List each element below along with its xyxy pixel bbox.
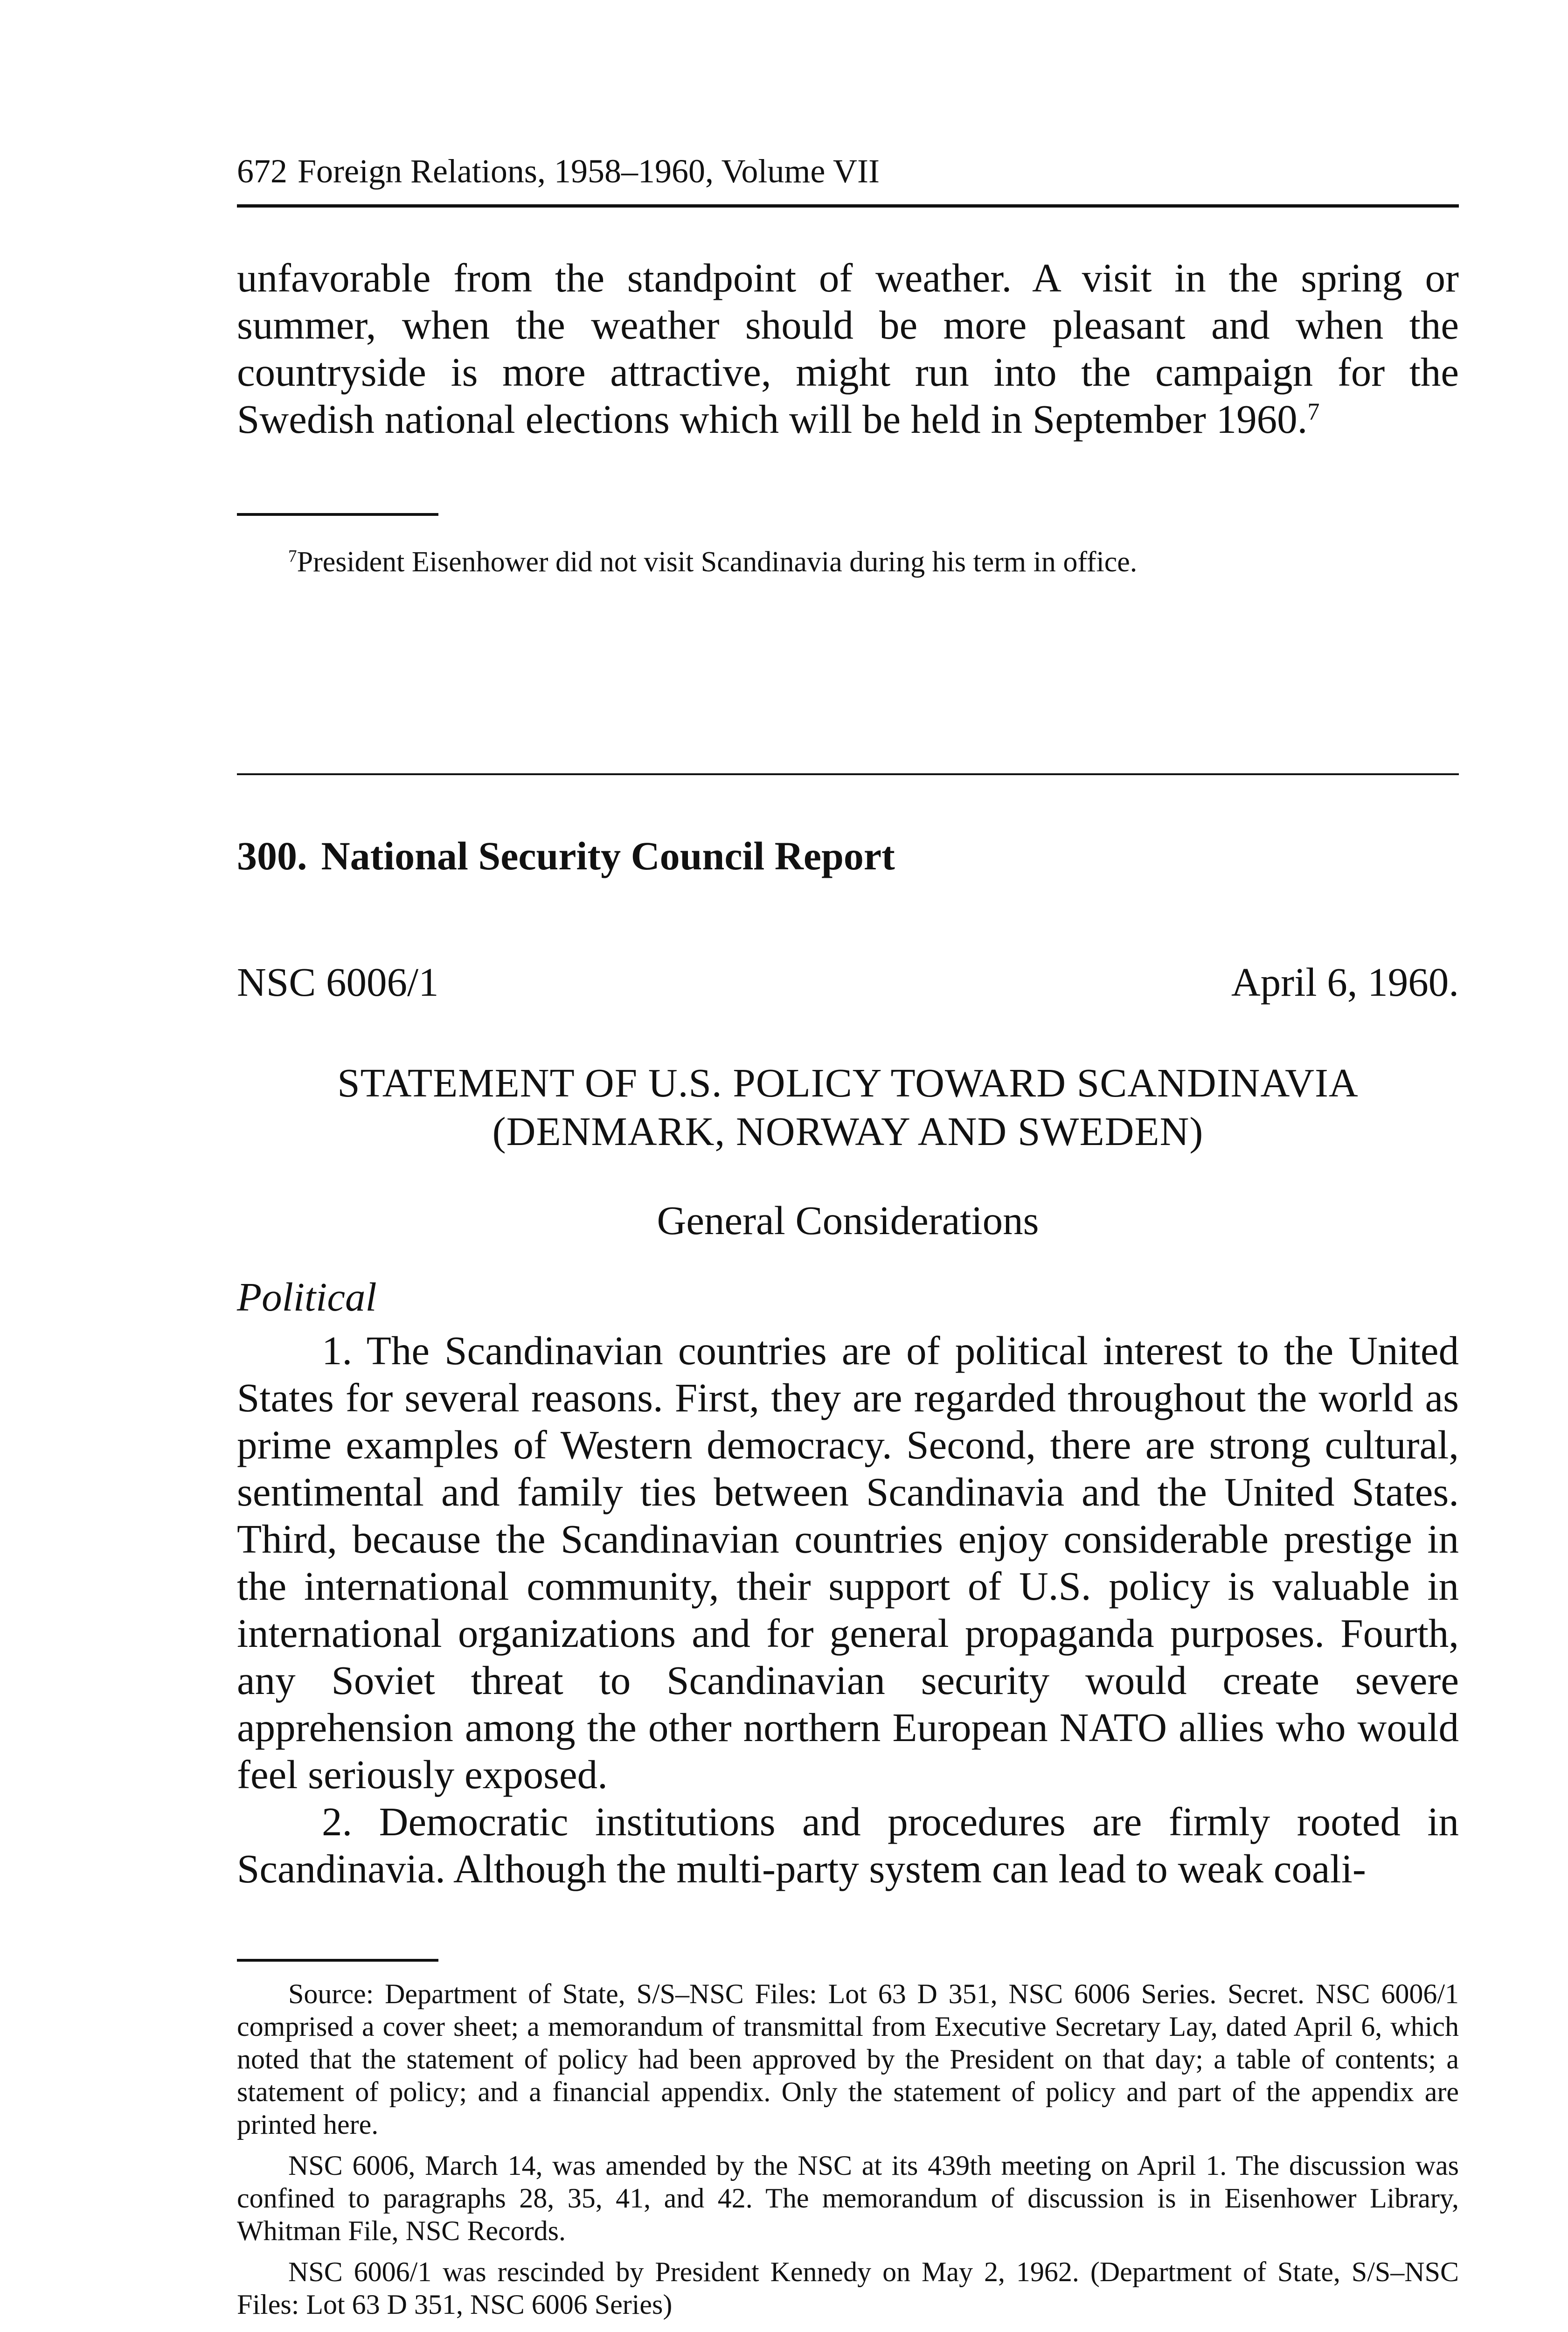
document-identifier: NSC 6006/1	[237, 959, 439, 1005]
source-notes	[237, 1978, 1459, 2321]
subsection-heading: Political	[237, 1274, 377, 1319]
source-note-rule	[237, 1959, 438, 1962]
document-meta-row	[237, 958, 1459, 1006]
statement-title-line-1: STATEMENT OF U.S. POLICY TOWARD SCANDINAVIA	[337, 1060, 1359, 1105]
running-head-rule	[237, 204, 1459, 208]
paragraph-1: 1. The Scandinavian countries are of political interest to the United States for several reasons. First, they are regarded throughout the world as prime examples of Western democracy. Second, there are strong cultural, sentimental and family ties between Scandinavia and the United States. Third, because the Scandinavian countries enjoy considerable prestige in the international community, their support of U.S. policy is valuable in international organizations and for general propaganda purposes. Fourth, any Soviet threat to Scandinavian security would create severe apprehension among the other northern European NATO allies who would feel seriously exposed.	[237, 1328, 1459, 1797]
statement-title-line-2: (DENMARK, NORWAY AND SWEDEN)	[492, 1109, 1204, 1154]
paragraph-2: 2. Democratic institutions and procedures are firmly rooted in Scandinavia. Although the multi-party system can lead to weak coali-	[237, 1799, 1459, 1891]
source-note-1: Source: Department of State, S/S–NSC Files: Lot 63 D 351, NSC 6006 Series. Secret. NSC 6006/1 comprised a cover sheet; a memorandum of transmittal from Executive Secretary Lay, dated April 6, which noted that the statement of policy had been approved by the President on that day; a table of contents; a statement of policy; and a financial appendix. Only the statement of policy and part of the appendix are printed here.	[237, 1978, 1459, 2140]
document-number: 300.	[237, 833, 307, 878]
running-head	[237, 150, 1459, 192]
page-number: 672	[237, 153, 287, 190]
document-date: April 6, 1960.	[1231, 959, 1459, 1005]
footnote-ref-7: 7	[1307, 398, 1320, 425]
document-heading	[237, 833, 895, 879]
document-title: National Security Council Report	[321, 833, 895, 878]
continuation-text: unfavorable from the standpoint of weather. A visit in the spring or summer, when the weather should be more pleasant and when the countryside is more attractive, might run into the campaign for the Swedish national elections which will be held in September 1960.	[237, 255, 1459, 442]
body-paragraphs	[237, 1327, 1459, 1892]
statement-title	[237, 1059, 1459, 1156]
section-heading: General Considerations	[657, 1198, 1039, 1243]
document-separator-rule	[237, 773, 1459, 775]
source-note-3: NSC 6006/1 was rescinded by President Kennedy on May 2, 1962. (Department of State, S/S–NSC Files: Lot 63 D 351, NSC 6006 Series)	[237, 2256, 1459, 2320]
continuation-block	[237, 254, 1459, 443]
footnote-7-block	[237, 546, 1459, 578]
footnote-7	[237, 546, 1459, 578]
volume-title: Foreign Relations, 1958–1960, Volume VII	[298, 153, 880, 190]
continuation-paragraph	[237, 254, 1459, 443]
footnote-7-text: President Eisenhower did not visit Scandinavia during his term in office.	[297, 546, 1138, 578]
footnote-rule	[237, 513, 438, 516]
footnote-7-marker: 7	[288, 547, 297, 566]
source-note-2: NSC 6006, March 14, was amended by the NSC at its 439th meeting on April 1. The discussion was confined to paragraphs 28, 35, 41, and 42. The memorandum of discussion is in Eisenhower Library, Whitman File, NSC Records.	[237, 2150, 1459, 2246]
